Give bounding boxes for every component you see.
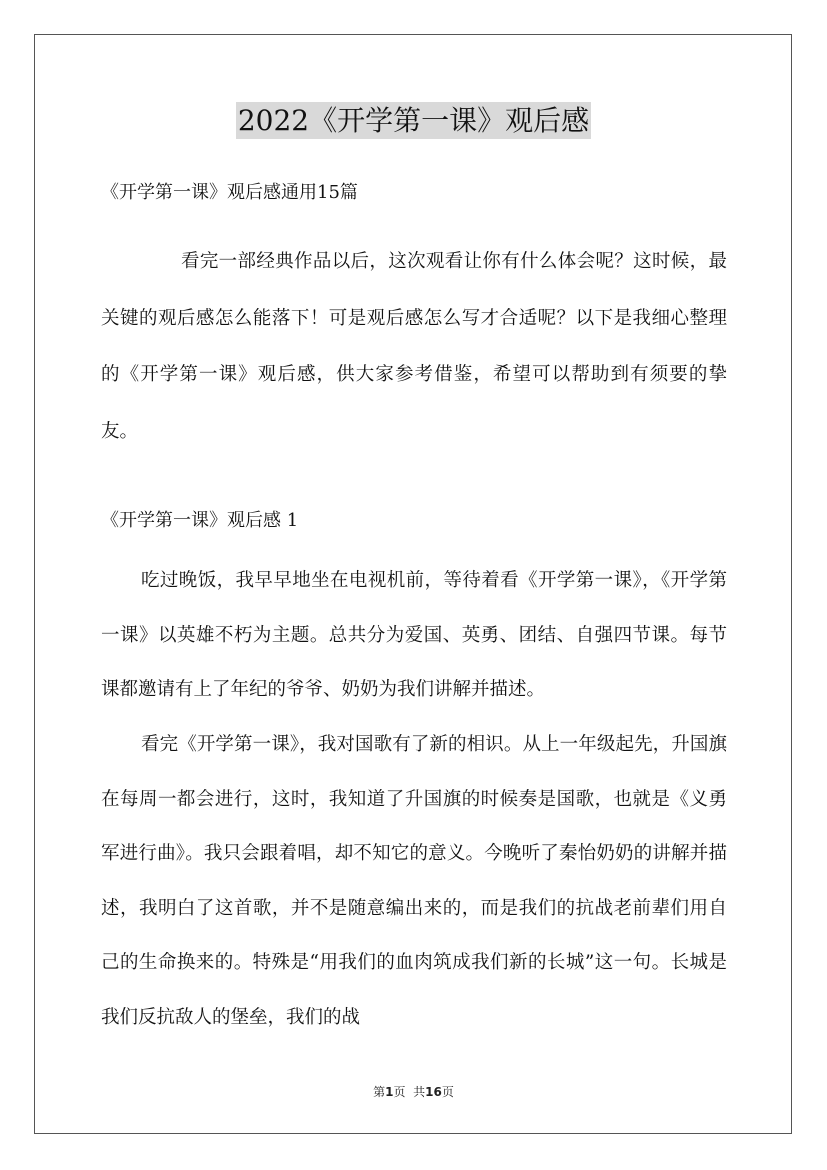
intro-paragraph: 看完一部经典作品以后，这次观看让你有什么体会呢？这时候，最关键的观后感怎么能落下！可是观后感怎么写才合适呢？以下是我细心整理的《开学第一课》观后感，供大家参考借鉴，希望可以帮助到有须要的挚友。 xyxy=(101,251,727,442)
body-paragraph: 看完《开学第一课》，我对国歌有了新的相识。从上一年级起先，升国旗在每周一都会进行，这时，我知道了升国旗的时候奏是国歌，也就是《义勇军进行曲》。我只会跟着唱，却不知它的意义。今晚听了秦怡奶奶的讲解并描述，我明白了这首歌，并不是随意编出来的，而是我们的抗战老前辈们用自己的生命换来的。特殊是“用我们的血肉筑成我们新的长城”这一句。长城是我们反抗敌人的堡垒，我们的战 xyxy=(101,734,727,1028)
section-heading: 《开学第一课》观后感 1 xyxy=(101,510,299,531)
page-footer xyxy=(0,1083,827,1100)
total-prefix: 共 xyxy=(413,1085,426,1099)
document-subtitle: 《开学第一课》观后感通用15篇 xyxy=(101,182,358,203)
document-title-wrapper xyxy=(0,100,827,141)
page-prefix: 第 xyxy=(373,1085,386,1099)
total-pages: 16 xyxy=(425,1085,442,1099)
document-title: 2022《开学第一课》观后感 xyxy=(237,104,590,137)
body-paragraph: 吃过晚饭，我早早地坐在电视机前，等待着看《开学第一课》，《开学第一课》以英雄不朽为主题。总共分为爱国、英勇、团结、自强四节课。每节课都邀请有上了年纪的爷爷、奶奶为我们讲解并描述。 xyxy=(101,570,727,700)
page-number: 1 xyxy=(385,1085,394,1099)
total-suffix: 页 xyxy=(441,1085,454,1099)
page-suffix: 页 xyxy=(393,1085,406,1099)
